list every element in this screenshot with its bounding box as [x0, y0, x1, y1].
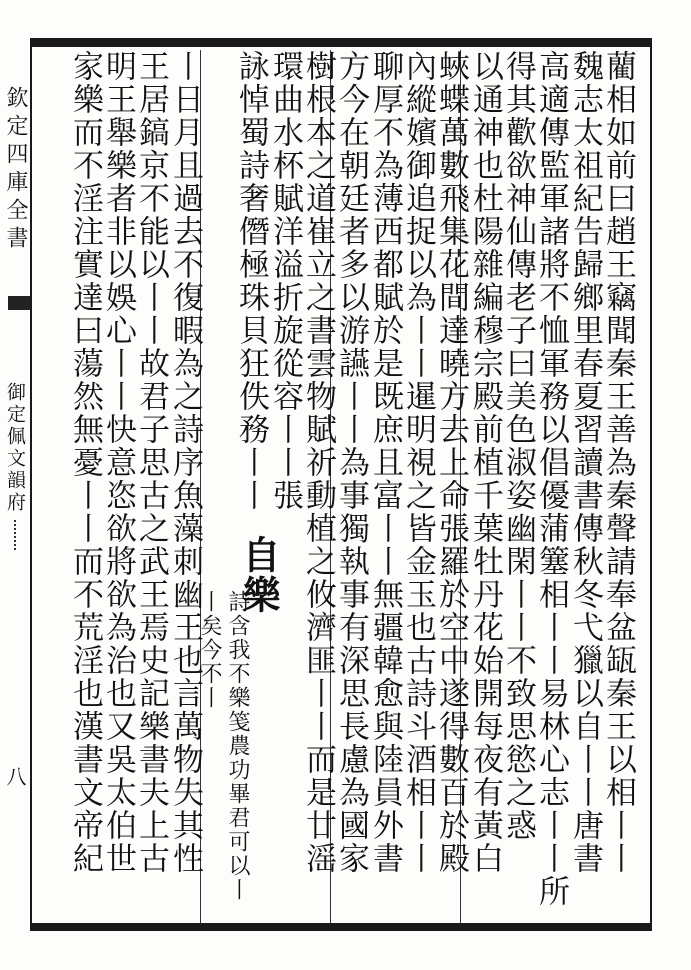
text-column-16: 明王舉樂者非以娛心丨丨快意恣欲將欲為治也又吳太伯世 [100, 50, 136, 875]
margin-title: 欽定四庫全書 [3, 86, 28, 254]
text-column-15: 王居鎬京不能以丨丨故君子思古之武王焉史記樂書夫上古 [133, 50, 169, 875]
text-column-13: 詩含我不樂笺農功畢君可以丨丨矣今不丨 [197, 590, 250, 902]
bottom-border [30, 923, 652, 931]
text-column-8: 聊厚不為薄西都賦於是既庶且富丨丨無疆韓愈與陸員外書 [367, 50, 403, 875]
text-column-14: 丨日月且過去不復暇為之詩序魚藻刺幽王也言萬物失其性 [167, 50, 203, 875]
text-column-3: 高適傳監軍諸將不恤軍務以倡優蒲簺相丨丨易林心志丨丨所 [533, 50, 569, 908]
top-border [30, 38, 652, 47]
heading-entry: 自樂 [236, 535, 281, 615]
text-column-2: 魏志太祖紀告歸鄉里春夏習讀書傳秋冬弋獵以自丨丨唐書 [567, 50, 603, 875]
margin-book-title: 御定佩文韻府 [4, 382, 26, 514]
text-column-12: 詠悼蜀詩奢僭極珠貝狂佚務丨丨 [233, 50, 269, 512]
fishtail-mark-icon [8, 296, 30, 310]
text-column-4: 得其歡欲神仙傳老子曰美色淑姿幽閑丨丨不致思慾之惑 [500, 50, 536, 842]
margin-dots [14, 520, 20, 550]
text-column-6: 蛺蝶萬數飛集花間達曉方去上命張羅於空中遂得數百於殿 [433, 50, 469, 875]
page-number: 八 [3, 766, 27, 786]
text-column-10: 樹根本之道崔立之書雲物賦祈動植之攸濟匪丨丨而是廿滛 [300, 50, 336, 875]
text-column-1: 藺相如前曰趙王竊聞秦王善為秦聲請奉盆缻秦王以相丨丨 [600, 50, 636, 875]
text-column-17: 家樂而不淫注實達曰蕩然無憂丨丨而不荒淫也漢書文帝紀 [67, 50, 103, 875]
text-column-9: 方今在朝廷者多以游讌丨丨為事獨執事有深思長慮為國家 [333, 50, 369, 875]
text-column-11: 環曲水杯賦洋溢折旋從容丨丨張 [267, 50, 303, 512]
text-column-5: 以通神也杜陽雜編穆宗殿前植千葉牡丹花始開每夜有黃白 [467, 50, 503, 875]
text-column-7: 內縱嬪御追捉以為丨丨暹明視之皆金玉也古詩斗酒相丨丨 [400, 50, 436, 875]
